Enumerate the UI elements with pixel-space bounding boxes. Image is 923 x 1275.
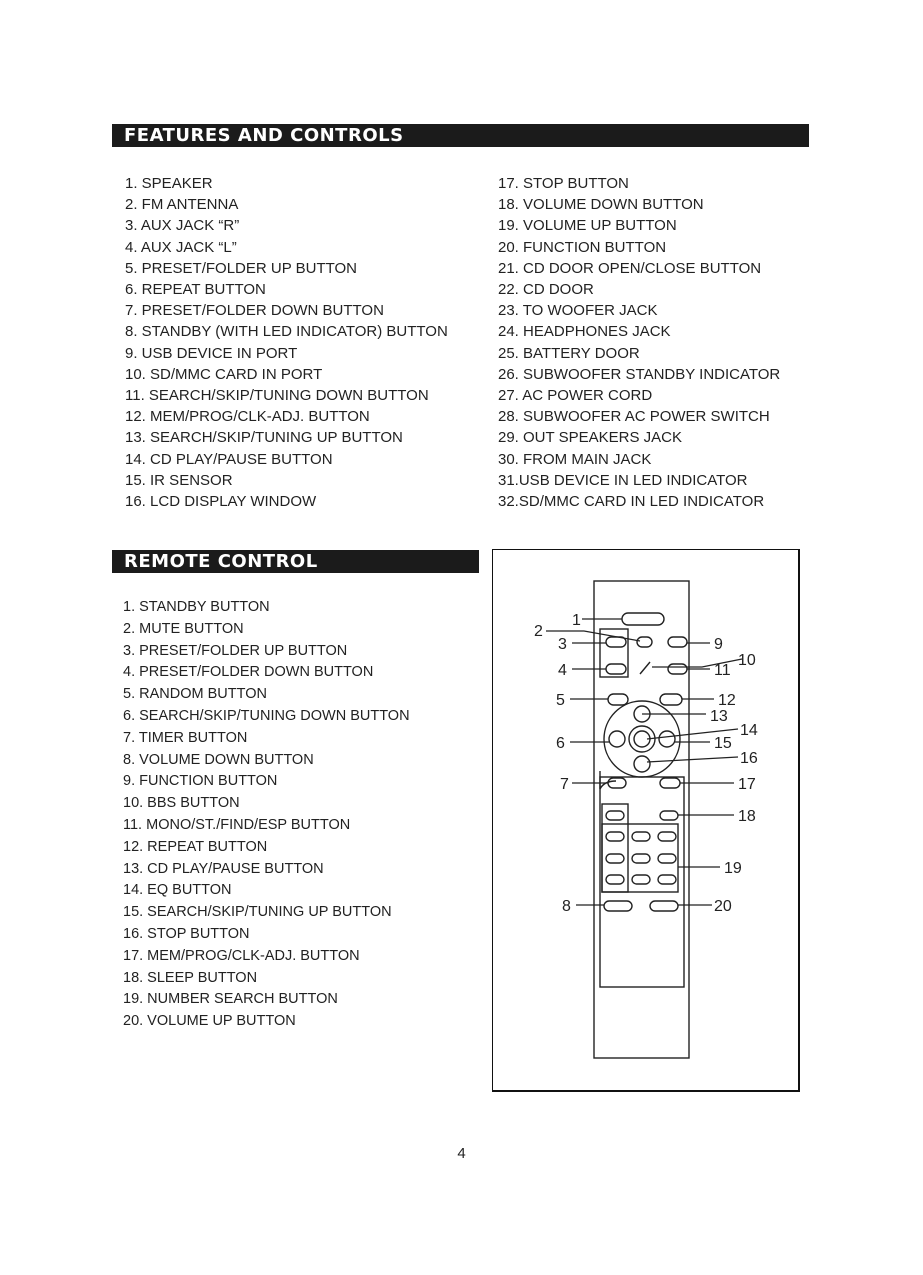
mute-button-shape <box>637 637 652 647</box>
list-item: 21. CD DOOR OPEN/CLOSE BUTTON <box>498 259 762 277</box>
list-item: 14. CD PLAY/PAUSE BUTTON <box>125 450 333 468</box>
callout-label: 2 <box>534 623 543 640</box>
callout-label: 11 <box>714 662 731 679</box>
list-item: 20. VOLUME UP BUTTON <box>123 1013 296 1030</box>
callout-label: 3 <box>558 636 567 653</box>
list-item: 17. MEM/PROG/CLK-ADJ. BUTTON <box>123 947 360 964</box>
skip-up-button-shape <box>659 731 675 747</box>
list-item: 10. SD/MMC CARD IN PORT <box>125 365 323 383</box>
number-button-shape <box>632 854 650 863</box>
list-item: 3. PRESET/FOLDER UP BUTTON <box>123 642 348 659</box>
list-item: 23. TO WOOFER JACK <box>498 302 658 320</box>
callout-label: 7 <box>560 776 569 793</box>
list-item: 3. AUX JACK “R” <box>125 217 240 235</box>
list-item: 18. SLEEP BUTTON <box>123 969 258 986</box>
list-item: 30. FROM MAIN JACK <box>498 450 652 468</box>
list-item: 4. PRESET/FOLDER DOWN BUTTON <box>123 664 374 681</box>
number-button-shape <box>658 832 676 841</box>
list-item: 12. MEM/PROG/CLK-ADJ. BUTTON <box>125 408 370 426</box>
list-item: 16. STOP BUTTON <box>123 925 250 942</box>
timer-button-shape <box>608 778 626 788</box>
list-item: 1. SPEAKER <box>125 175 213 192</box>
mem-button-shape <box>660 778 680 788</box>
list-item: 7. PRESET/FOLDER DOWN BUTTON <box>125 302 384 320</box>
list-item: 5. PRESET/FOLDER UP BUTTON <box>125 259 357 277</box>
callout-label: 20 <box>714 898 732 915</box>
callout-label: 6 <box>556 735 565 752</box>
list-item: 11. SEARCH/SKIP/TUNING DOWN BUTTON <box>125 387 429 405</box>
lower-panel-edge <box>600 771 616 789</box>
callout-label: 4 <box>558 662 567 679</box>
list-item: 12. REPEAT BUTTON <box>123 838 268 855</box>
list-item: 4. AUX JACK “L” <box>125 238 237 256</box>
number-button-shape <box>606 854 624 863</box>
list-item: 22. CD DOOR <box>498 281 594 299</box>
features-list-right <box>498 173 780 512</box>
list-item: 13. SEARCH/SKIP/TUNING UP BUTTON <box>125 429 403 447</box>
function-button-shape <box>668 637 687 647</box>
lower-panel <box>600 777 684 987</box>
volume-up-button-shape <box>650 901 678 911</box>
list-item: 14. EQ BUTTON <box>123 882 232 899</box>
dpad-ring <box>604 701 680 777</box>
volume-down-button-shape <box>604 901 632 911</box>
list-item: 20. FUNCTION BUTTON <box>498 238 667 256</box>
list-item: 19. VOLUME UP BUTTON <box>498 217 677 235</box>
list-item: 26. SUBWOOFER STANDBY INDICATOR <box>498 365 781 383</box>
number-button-shape <box>658 875 676 884</box>
list-item: 24. HEADPHONES JACK <box>498 323 671 341</box>
list-item: 9. USB DEVICE IN PORT <box>125 344 298 362</box>
preset-down-button-shape <box>606 664 626 674</box>
list-item: 10. BBS BUTTON <box>123 795 240 812</box>
list-item: 6. SEARCH/SKIP/TUNING DOWN BUTTON <box>123 707 410 724</box>
list-item: 17. STOP BUTTON <box>498 175 629 192</box>
remote-list <box>123 597 410 1033</box>
repeat-button-shape <box>660 694 682 705</box>
list-item: 8. STANDBY (WITH LED INDICATOR) BUTTON <box>125 323 448 341</box>
list-item: 11. MONO/ST./FIND/ESP BUTTON <box>123 816 351 833</box>
callout-labels <box>534 612 758 915</box>
callout-label: 17 <box>738 776 756 793</box>
callout-label: 8 <box>562 898 571 915</box>
list-item: 7. TIMER BUTTON <box>123 729 248 746</box>
remote-control-diagram <box>492 549 800 1092</box>
callout-label: 12 <box>718 692 736 709</box>
list-item: 27. AC POWER CORD <box>498 387 653 405</box>
list-item: 9. FUNCTION BUTTON <box>123 773 278 790</box>
list-item: 25. BATTERY DOOR <box>498 344 640 362</box>
callout-label: 18 <box>738 808 756 825</box>
list-item: 19. NUMBER SEARCH BUTTON <box>123 991 338 1008</box>
list-item: 2. FM ANTENNA <box>125 196 239 214</box>
list-item: 16. LCD DISPLAY WINDOW <box>125 493 317 511</box>
list-item: 1. STANDBY BUTTON <box>123 599 270 615</box>
list-item: 15. SEARCH/SKIP/TUNING UP BUTTON <box>123 904 392 921</box>
number-pad-bracket <box>602 824 678 892</box>
list-item: 8. VOLUME DOWN BUTTON <box>123 751 314 768</box>
remote-section-title: REMOTE CONTROL <box>112 550 479 573</box>
list-item: 5. RANDOM BUTTON <box>123 686 267 703</box>
callout-label: 16 <box>740 750 758 767</box>
callout-label: 5 <box>556 692 565 709</box>
callout-leaders <box>546 619 742 905</box>
mono-button-shape <box>668 664 687 674</box>
skip-down-button-shape <box>609 731 625 747</box>
list-item: 15. IR SENSOR <box>125 471 233 489</box>
number-button-shape <box>632 875 650 884</box>
stop-button-shape <box>634 756 650 772</box>
features-list-left <box>125 173 448 512</box>
callout-label: 19 <box>724 860 742 877</box>
list-item: 32.SD/MMC CARD IN LED INDICATOR <box>498 493 765 511</box>
number-button-shape <box>606 875 624 884</box>
callout-label: 9 <box>714 636 723 653</box>
callout-label: 13 <box>710 708 728 725</box>
list-item: 31.USB DEVICE IN LED INDICATOR <box>498 471 748 489</box>
callout-label: 14 <box>740 722 758 739</box>
list-item: 28. SUBWOOFER AC POWER SWITCH <box>498 408 770 426</box>
sleep-button-shape <box>660 811 678 820</box>
list-item: 18. VOLUME DOWN BUTTON <box>498 196 704 214</box>
features-section-title: FEATURES AND CONTROLS <box>112 124 809 147</box>
bbs-button-shape <box>640 662 650 674</box>
list-item: 2. MUTE BUTTON <box>123 620 244 637</box>
list-item: 6. REPEAT BUTTON <box>125 281 266 299</box>
number-button-shape <box>658 854 676 863</box>
list-item: 13. CD PLAY/PAUSE BUTTON <box>123 860 324 877</box>
standby-button-shape <box>622 613 664 625</box>
callout-label: 1 <box>572 612 581 629</box>
random-button-shape <box>608 694 628 705</box>
callout-label: 10 <box>738 652 756 669</box>
page-number: 4 <box>457 1145 466 1162</box>
callout-label: 15 <box>714 735 732 752</box>
list-item: 29. OUT SPEAKERS JACK <box>498 429 682 447</box>
number-button-shape <box>606 811 624 820</box>
number-button-shape <box>632 832 650 841</box>
number-button-shape <box>606 832 624 841</box>
